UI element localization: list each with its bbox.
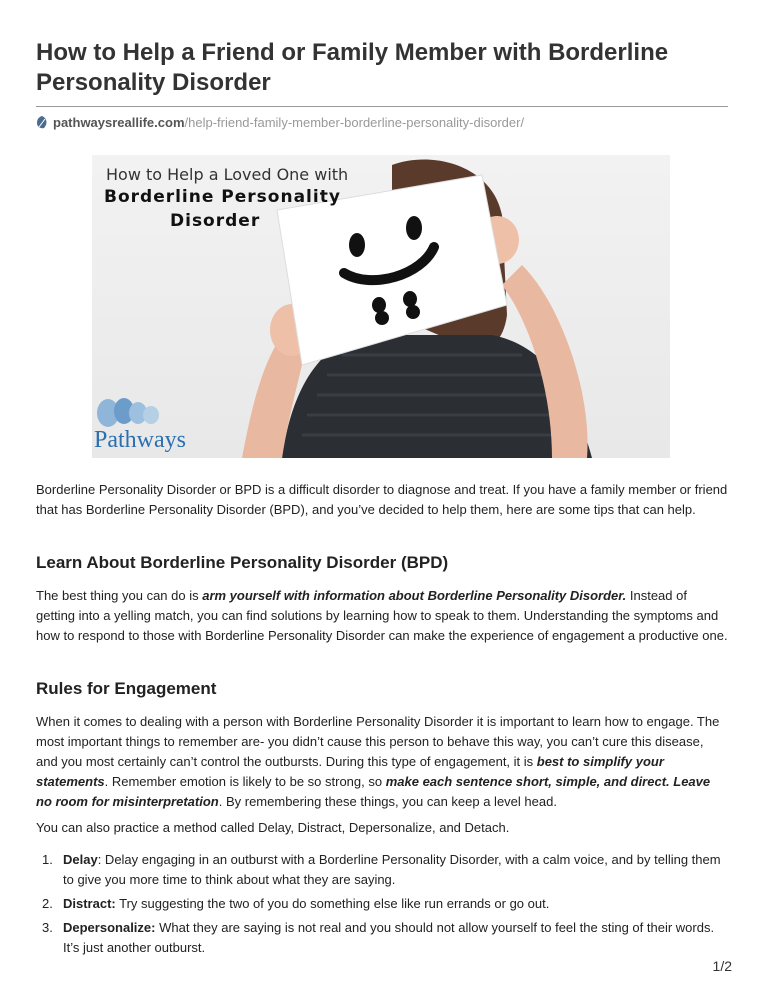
section1-emphasis: arm yourself with information about Borderline Personality Disorder. — [202, 588, 627, 603]
list-item — [36, 850, 728, 890]
section2-emphasis-2: make each sentence short, simple, and direct. Leave no room for misinterpretation — [36, 774, 711, 809]
list-item-term: Depersonalize: — [63, 920, 156, 935]
page-title: How to Help a Friend or Family Member with Borderline Personality Disorder — [36, 39, 669, 96]
source-domain[interactable]: pathwaysreallife.com — [53, 115, 185, 130]
section2-text-c: . By remembering these things, you can keep a level head. — [218, 794, 557, 809]
pathways-leaves-logo-icon — [96, 395, 166, 429]
list-item — [36, 894, 728, 914]
list-item-text: : Delay engaging in an outburst with a Borderline Personality Disorder, with a calm voice, and by telling them to give you more time to think about what they are saying. — [63, 852, 721, 887]
section1-text-end: Instead of getting into a yelling match, you can find solutions by learning how to speak to them. Understanding the symptoms and how to respond to those with Borderline Personality Disorder can make the experience of engagement a productive one. — [36, 588, 728, 643]
section2-emphasis-1: best to simplify your statements — [36, 754, 664, 789]
hero-caption-line1: How to Help a Loved One with — [106, 165, 349, 184]
list-item-number: 1. — [42, 852, 53, 867]
section2-paragraph — [36, 712, 728, 812]
source-link[interactable] — [36, 115, 524, 131]
hero-caption-line3: Disorder — [170, 211, 261, 231]
intro-paragraph: Borderline Personality Disorder or BPD is a difficult disorder to diagnose and treat. If you have a family member or friend that has Borderline Personality Disorder (BPD), and you’ve decided to help them, here are some tips that can help. — [36, 482, 728, 517]
method-list — [36, 850, 728, 962]
list-item-number: 3. — [42, 920, 53, 935]
hero-brand-logo: Pathways — [94, 427, 186, 453]
section2-text-b: . Remember emotion is likely to be so strong, so — [104, 774, 386, 789]
list-item-term: Distract: — [63, 896, 116, 911]
section-heading-rules: Rules for Engagement — [36, 679, 217, 698]
section1-text-start: The best thing you can do is — [36, 588, 203, 603]
section-heading-learn: Learn About Borderline Personality Disorder (BPD) — [36, 553, 449, 572]
source-path[interactable]: /help-friend-family-member-borderline-personality-disorder/ — [184, 115, 525, 130]
list-item-text: What they are saying is not real and you should not allow yourself to feel the sting of their words. It’s just another outburst. — [63, 920, 715, 955]
title-divider — [36, 106, 728, 107]
leaf-icon — [36, 116, 48, 129]
method-paragraph: You can also practice a method called Delay, Distract, Depersonalize, and Detach. — [36, 820, 510, 835]
hero-image — [92, 155, 670, 458]
list-item-number: 2. — [42, 896, 53, 911]
page-number: 1/2 — [712, 958, 732, 974]
section1-paragraph — [36, 586, 728, 646]
hero-caption-line2: Borderline Personality — [104, 187, 341, 207]
section2-text-a: When it comes to dealing with a person with Borderline Personality Disorder it is important to learn how to engage. The most important things to remember are- you didn’t cause this person to behave this way, you can’t cure this disease, and you most certainly can’t control the outbursts. During this type of engagement, it is — [36, 714, 720, 769]
list-item — [36, 918, 728, 958]
list-item-term: Delay — [63, 852, 98, 867]
list-item-text: Try suggesting the two of you do something else like run errands or go out. — [115, 896, 550, 911]
